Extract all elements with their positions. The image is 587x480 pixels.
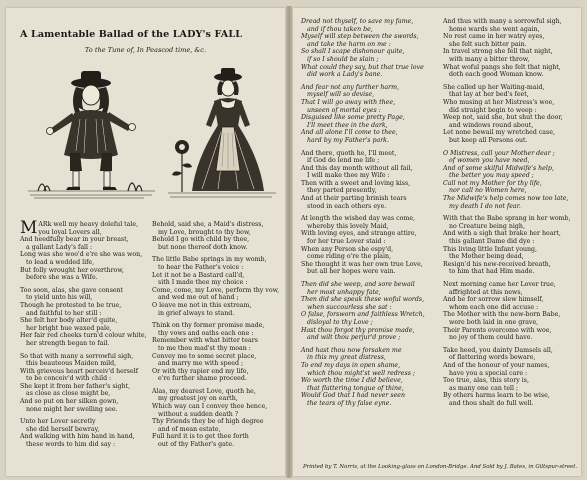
verse-line: to lead a wedded life, <box>26 258 95 266</box>
verse-line: So that with many a sorrowful sigh, <box>20 352 134 360</box>
stanza <box>301 281 437 342</box>
verse-line: Come, come, my Love, perform thy vow, <box>152 286 280 294</box>
verse-line: have you a special care : <box>449 369 528 377</box>
verse-line: and marry me with speed ; <box>158 360 244 368</box>
verse-line: And hast thou now forsaken me <box>301 346 402 354</box>
verse-line: ARk well my heavy doleful tale, <box>38 221 139 228</box>
verse-line: She called up her Waiting-maid, <box>443 83 545 91</box>
verse-line: But folly wrought her overthrow, <box>20 266 124 274</box>
verse-line: did work a Lady's bane. <box>307 71 383 79</box>
stanza <box>20 286 147 348</box>
verse-line: and windows round about, <box>449 121 534 129</box>
verse-line: So shall I scape dishonour quite, <box>301 48 405 56</box>
verse-line: in this my great distress, <box>307 354 386 362</box>
verse-line: Which way can I convey thee hence, <box>152 403 268 411</box>
verse-line: Would God that I had never seen <box>301 392 406 400</box>
right-page <box>293 8 581 476</box>
verse-line: but keep all Persons out. <box>449 136 528 144</box>
verse-line: and of mean estate, <box>158 425 221 433</box>
stanza <box>20 418 142 448</box>
verse-line: and wilt thou perjur'd prove ; <box>307 334 401 342</box>
verse-line: I'll meet thee in the dark, <box>307 121 388 129</box>
verse-line: Next morning came her Lover true, <box>443 281 556 288</box>
verse-line: but all her hopes were vain. <box>307 268 396 276</box>
verse-line: Then with a sweet and loving kiss, <box>301 179 411 187</box>
drop-cap-letter: M <box>20 218 38 238</box>
verse-line: And this day month without all fail, <box>301 164 413 172</box>
verse-line: By others harms learn to be wise, <box>443 392 550 400</box>
stanza <box>443 281 579 342</box>
stanza <box>443 347 579 408</box>
stanza <box>443 150 579 211</box>
verse-line: my death I do not fear. <box>449 202 521 210</box>
verse-line: in grief always to stand. <box>158 309 235 317</box>
verse-line: as close as close might be, <box>26 390 111 398</box>
verse-line: Alas, my dearest Love, quoth he, <box>152 387 256 395</box>
verse-line: Wo worth the time I did believe, <box>301 377 403 385</box>
verse-line: she felt such bitter pain. <box>449 40 527 48</box>
verse-line: Then did she weep, and sore bewail <box>301 281 415 288</box>
stanza <box>443 84 579 145</box>
verse-line: and faithful to her still : <box>26 309 102 317</box>
verse-line: whom each one did accuse : <box>449 303 539 311</box>
verse-line: when succourless she sat : <box>307 303 392 311</box>
verse-line: I will make thee my Wife : <box>307 172 390 180</box>
left-page <box>6 8 285 476</box>
verse-line: and if thou taken be, <box>307 25 373 33</box>
verse-line: No rest came in her watry eyes, <box>443 33 545 41</box>
verse-line: come riding o're the plain, <box>307 253 391 261</box>
verse-line: Their Parents overcome with woe, <box>443 326 552 334</box>
verse-line: that flattering tongue of thine, <box>307 384 404 392</box>
woodcut-gentleman-svg <box>24 63 159 203</box>
verse-line: without a sudden death ? <box>158 410 239 418</box>
verse-line: With grievous heart perceiv'd herself <box>20 367 139 375</box>
verse-line: The little Babe springs in my womb, <box>152 256 267 264</box>
verse-line: And so put on her silken gown, <box>20 398 119 406</box>
verse-line: to hear the Father's voice : <box>158 263 244 271</box>
verse-line: this gallant Dame did dye : <box>449 238 535 246</box>
verse-line: of women you have need, <box>449 157 530 165</box>
verse-line: Unto her Lover secretly <box>20 418 96 426</box>
stanza <box>301 215 437 276</box>
verse-column-right-a <box>301 18 437 413</box>
verse-line: sith I made thee my choice : <box>158 279 248 287</box>
woodcut-gentleman-illustration <box>24 63 159 203</box>
stanza <box>20 218 143 282</box>
stanza <box>443 215 579 276</box>
imprint-line: Printed by T. Norris, at the Looking-glass on London-Bridge. And Sold by J. Bates, in Giltspur-street. <box>303 464 578 470</box>
verse-line: no joy of them could have. <box>449 334 533 342</box>
verse-line: nor call no Women here, <box>449 187 527 195</box>
verse-line: if so I should be slain ; <box>307 55 379 63</box>
verse-line: hard by my Father's park. <box>307 136 389 144</box>
verse-line: whereby this lovely Maid, <box>307 222 389 230</box>
verse-line: if God do lend me life ; <box>307 157 380 165</box>
verse-line: And all alone I'll come to thee, <box>301 129 398 137</box>
verse-line: stood in each others eye. <box>307 202 387 210</box>
tune-line: To the Tune of, In Peascod time, &c. <box>84 46 207 54</box>
verse-line: O leave me not in this extream, <box>152 301 252 309</box>
verse-line: And thus with many a sorrowful sigh, <box>443 18 562 25</box>
stanza <box>301 18 437 79</box>
ballad-title: A Lamentable Ballad of the LADY's FALL <box>20 29 243 40</box>
verse-line: to be conceiv'd with child : <box>26 375 112 383</box>
verse-line: to him that had Him made. <box>449 268 535 276</box>
verse-line: With loving eyes, and strange attire, <box>301 230 417 238</box>
verse-line: they parted presently, <box>307 187 377 195</box>
verse-line: none might her swelling see. <box>26 405 118 413</box>
verse-line: to yield unto his will, <box>26 294 93 302</box>
verse-line: Behold, said she, a Maid's distress, <box>152 221 264 228</box>
verse-line: Too soon, alas, she gave consent <box>20 286 124 294</box>
verse-line: of flattering words beware, <box>449 354 536 362</box>
verse-line: O false, forsworn and faithless Wretch, <box>301 311 425 319</box>
woodcut-lady-svg <box>166 63 278 203</box>
verse-line: She felt her body alter'd quite, <box>20 317 118 325</box>
verse-line: were both laid in one grave, <box>449 318 539 326</box>
verse-line: this beauteous Maiden mild, <box>26 360 117 368</box>
stanza <box>20 353 142 414</box>
woodcut-lady-illustration <box>166 63 278 203</box>
verse-line: Weep not, said she, but shut the door, <box>443 114 563 122</box>
verse-line: Think on thy former promise made, <box>152 322 265 330</box>
verse-line: What woful pangs she felt that night, <box>443 63 561 71</box>
verse-line: and thou shalt do full well. <box>449 399 534 407</box>
verse-line: unseen of mortal eyes : <box>307 106 381 114</box>
verse-line: doth each good Woman know. <box>449 71 544 79</box>
verse-line: The Mother with the new-born Babe, <box>443 311 561 319</box>
verse-line: these words to him did say : <box>26 441 116 449</box>
verse-line: And of the honour of your names, <box>443 361 550 369</box>
verse-line: And at their parting brinish tears <box>301 195 407 203</box>
verse-line: and wed me out of hand ; <box>158 294 239 302</box>
verse-line: for her true Lover staid : <box>307 238 386 246</box>
verse-line: She thought it was her own true Love, <box>301 260 423 268</box>
verse-line: the tears of thy false eyne. <box>307 399 392 407</box>
verse-line: Too true, alas, this story is, <box>443 377 529 385</box>
verse-line: her strength began to fail. <box>26 339 110 347</box>
verse-line: as many one can tell ; <box>449 384 519 392</box>
stanza <box>152 256 282 317</box>
verse-line: the Mother being dead, <box>449 253 524 261</box>
verse-line: O Mistress, call your Mother dear ; <box>443 149 555 157</box>
verse-line: Let it not be a Bastard call'd, <box>152 271 245 279</box>
verse-line: And there, quoth he, I'll meet, <box>301 149 397 157</box>
verse-line: She kept it from her father's sight, <box>20 382 131 390</box>
verse-line: Or with thy rapier end my life, <box>152 367 249 375</box>
verse-line: my greatest joy on earth, <box>158 395 238 403</box>
verse-line: What could they say, but that true love <box>301 63 424 71</box>
verse-line: her most unhappy fate, <box>307 288 381 296</box>
verse-line: her bright hue waxed pale, <box>26 324 112 332</box>
verse-line: you loyal Lovers all, <box>38 228 102 236</box>
verse-column-left-a <box>20 218 147 454</box>
verse-line: and take the harm on me : <box>307 40 391 48</box>
stanza <box>443 18 579 79</box>
verse-line: And with a sigh that brake her heart, <box>443 230 561 238</box>
verse-line: Call not my Mother for thy life, <box>443 179 542 187</box>
stanza <box>152 221 282 251</box>
verse-column-right-b <box>443 18 579 413</box>
verse-line: And walking with him hand in hand, <box>20 433 135 441</box>
verse-line: Disguised like some pretty Page, <box>301 114 405 122</box>
verse-line: home wards she went again, <box>449 25 540 33</box>
verse-line: At length the wished day was come, <box>301 215 416 223</box>
verse-line: Convey me to some secret place, <box>152 352 257 360</box>
verse-line: Though he protested to be true, <box>20 301 122 309</box>
stanza <box>301 150 437 211</box>
verse-line: disloyal to thy Love ; <box>307 318 373 326</box>
verse-line: with many a bitter throw, <box>449 55 530 63</box>
verse-line: Myself will step between the swords, <box>301 33 419 41</box>
stanza <box>152 322 282 383</box>
verse-line: a gallant Lady's fall : <box>26 243 93 251</box>
verse-line: Thy Friends they be of high degree <box>152 418 264 426</box>
verse-line: The Midwife's help comes now too late, <box>443 195 569 203</box>
verse-line: my Love, brought to thy bow, <box>158 228 251 236</box>
verse-line: To end my days in open shame, <box>301 361 401 369</box>
verse-line: Let none bewail my wretched case, <box>443 129 555 137</box>
verse-line: Full hard it is to get thee forth <box>152 433 249 441</box>
verse-line: affrighted at this news, <box>449 288 523 296</box>
verse-line: And fear not any further harm, <box>301 83 399 91</box>
verse-line: the better you may speed ; <box>449 172 534 180</box>
verse-line: myself will so devise, <box>307 91 375 99</box>
verse-line: but none thereof doth know. <box>158 243 248 251</box>
verse-line: That I will go away with thee, <box>301 98 396 106</box>
verse-line: This living little Infant young, <box>443 245 538 253</box>
verse-line: Hast thou forgot thy promise made, <box>301 326 415 334</box>
verse-line: Long was she woo'd e're she was won, <box>20 251 143 259</box>
verse-line: that lay at her bed's feet, <box>449 91 529 99</box>
page-gutter <box>286 6 292 478</box>
verse-line: Her fair red cheeks turn'd colour white, <box>20 332 147 340</box>
verse-line: Remember with what bitter tears <box>152 337 258 345</box>
verse-line: to me thou mad'st thy moan : <box>158 344 251 352</box>
verse-line: And heedfully bear in your breast, <box>20 236 129 244</box>
verse-line: When any Person she espy'd, <box>301 245 394 253</box>
verse-line: which thou might'st well redress ; <box>307 369 415 377</box>
verse-line: Dread not thyself, to save my fame, <box>301 18 414 25</box>
stanza <box>301 84 437 145</box>
verse-line: before she was a Wife. <box>26 274 98 282</box>
verse-line: In travel strong she fell that night, <box>443 48 553 56</box>
verse-line: did straight begin to weep : <box>449 106 537 114</box>
verse-line: e're further shame proceed. <box>158 375 247 383</box>
verse-line: out of thy Father's gate. <box>158 441 235 449</box>
verse-line: And he for sorrow slew himself, <box>443 296 544 304</box>
verse-column-left-b <box>152 221 282 454</box>
verse-line: she did herself bewray, <box>26 425 100 433</box>
verse-line: Behold I go with child by thee, <box>152 236 250 244</box>
verse-line: Who musing at her Mistress's woe, <box>443 98 555 106</box>
verse-line: no Creature being nigh, <box>449 222 525 230</box>
verse-line: thy vows and oaths each one : <box>158 329 254 337</box>
stanza <box>152 388 282 449</box>
verse-line: Then did she speak these woful words, <box>301 296 425 304</box>
verse-line: Take heed, you dainty Damsels all, <box>443 346 553 354</box>
verse-line: And of some skilful Midwife's help, <box>443 164 554 172</box>
verse-line: Resign'd his new-received breath, <box>443 260 551 268</box>
stanza <box>301 347 437 408</box>
verse-line: With that the Babe sprang in her womb, <box>443 215 571 223</box>
